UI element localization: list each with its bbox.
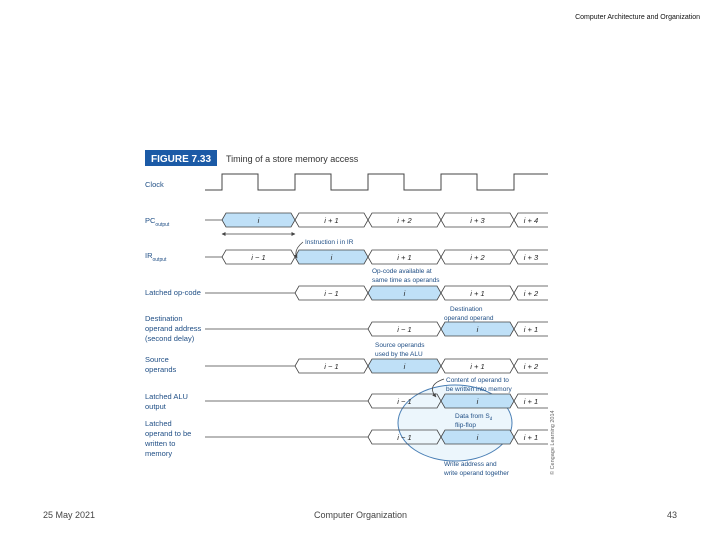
pc-value: i + 1 [324,216,339,225]
figure-caption: Timing of a store memory access [226,154,359,164]
label-source-2: operands [145,365,177,374]
annot-data-1: Data from $S_d$ [455,413,493,421]
label-dest-3: (second delay) [145,334,195,343]
alu-value: i [476,397,479,406]
dest-value: i [476,325,479,334]
label-ir: $IR_{output}$ [145,251,167,263]
pc-value: i + 4 [523,216,539,225]
annot-write-2: write operand together [444,470,510,477]
dest-value: i + 1 [523,325,539,334]
alu-value: i + 1 [523,397,539,406]
opcode-value: i + 1 [470,289,485,298]
annot-source-2: used by the ALU [375,351,423,358]
label-operand-1: Latched [145,419,172,428]
alu-value: i − 1 [397,397,412,406]
label-operand-2: operand to be [145,429,192,438]
label-dest-1: Destination [145,314,183,323]
page-number: 43 [667,510,678,520]
watermark: © Cengage Learning 2014 [550,410,556,475]
annot-content-1: Content of operand to [446,377,509,384]
ir-value: i − 1 [251,253,266,262]
label-dest-2: operand address [145,324,202,333]
dest-value: i − 1 [397,325,412,334]
pc-value: i + 3 [470,216,485,225]
source-value: i − 1 [324,362,339,371]
ir-value: i [330,253,333,262]
source-value: i + 1 [470,362,485,371]
pc-value: i [257,216,260,225]
clock-waveform [205,174,548,190]
label-latched-opcode: Latched op-code [145,288,201,297]
ir-value: i + 3 [523,253,539,262]
footer-title: Computer Organization [314,510,408,520]
annot-instr-in-ir: Instruction i in IR [305,239,354,246]
operand-value: i + 1 [523,433,539,442]
annot-dest-2: operand operand [444,315,494,322]
label-source-1: Source [145,355,169,364]
label-operand-3: written to [145,439,176,448]
label-pc: $PC_{output}$ [145,216,170,228]
annot-dest-1: Destination [450,306,483,313]
label-alu-1: Latched ALU [145,392,188,401]
ir-value: i + 2 [470,253,485,262]
operand-value: i − 1 [397,433,412,442]
figure-tag: FIGURE 7.33 [151,154,212,165]
annot-content-2: be written into memory [446,386,512,393]
opcode-value: i + 2 [523,289,539,298]
label-operand-4: memory [145,449,173,458]
ir-value: i + 1 [397,253,412,262]
source-value: i + 2 [523,362,539,371]
source-value: i [403,362,406,371]
header-course-title: Computer Architecture and Organization [575,14,700,21]
annot-opcode-1: Op-code available at [372,268,432,275]
pc-value: i + 2 [397,216,412,225]
label-alu-2: output [145,402,166,411]
opcode-value: i − 1 [324,289,339,298]
annot-data-2: flip-flop [455,422,476,429]
annot-write-1: Write address and [444,461,497,468]
footer-date: 25 May 2021 [43,510,96,520]
operand-value: i [476,433,479,442]
label-clock: Clock [145,180,164,189]
annot-source-1: Source operands [375,342,425,349]
annot-opcode-2: same time as operands [372,277,440,284]
opcode-value: i [403,289,406,298]
